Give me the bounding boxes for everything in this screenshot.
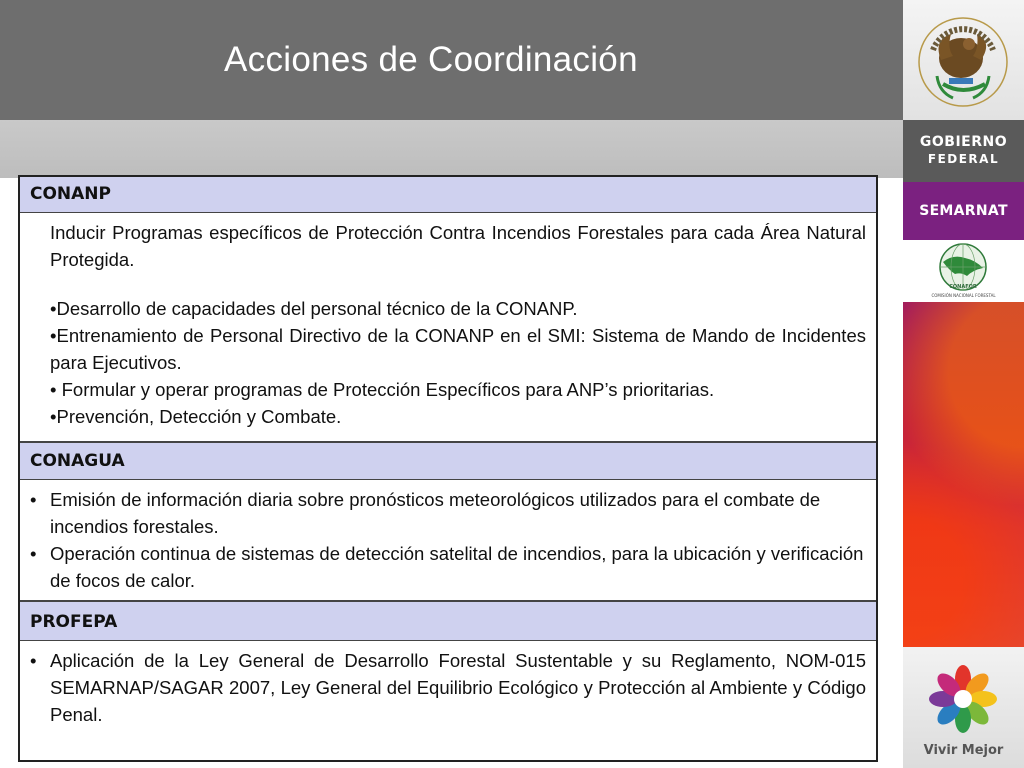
federal-text: FEDERAL (927, 152, 1000, 166)
decorative-gradient (903, 302, 1024, 647)
bullet-icon: • (30, 650, 37, 671)
profepa-section (20, 641, 876, 760)
conagua-item-2: Operación continua de sistemas de detección satelital de incendios, para la ubicación y verificación de focos de calor. (50, 543, 864, 591)
conagua-item-1: Emisión de información diaria sobre pronósticos meteorológicos utilizados para el combate de incendios forestales. (50, 489, 821, 537)
conanp-item-4: •Prevención, Detección y Combate. (50, 406, 342, 427)
conafor-text: CONAFOR (949, 284, 977, 290)
conanp-intro: Inducir Programas específicos de Protección Contra Incendios Forestales para cada Área Natural Protegida. (50, 222, 866, 270)
conagua-section (20, 480, 876, 601)
gobierno-text: GOBIERNO (919, 134, 1008, 150)
conafor-logo (903, 240, 1024, 302)
vivir-mejor-flower-icon (903, 647, 1024, 739)
conagua-item (20, 540, 866, 594)
conanp-section (20, 213, 876, 442)
conafor-globe-icon (903, 240, 1024, 294)
title-bar (0, 0, 903, 120)
vivir-mejor-text: Vivir Mejor (923, 743, 1004, 758)
page-title: Acciones de Coordinación (224, 40, 638, 79)
national-seal (903, 0, 1024, 120)
profepa-header: PROFEPA (20, 601, 876, 641)
conafor-caption: COMISIÓN NACIONAL FORESTAL (931, 293, 996, 298)
conanp-item-1: •Desarrollo de capacidades del personal técnico de la CONANP. (50, 298, 578, 319)
eagle-seal-icon (903, 0, 1024, 120)
conanp-header: CONANP (20, 177, 876, 213)
brand-column (903, 0, 1024, 768)
conagua-header: CONAGUA (20, 442, 876, 480)
conanp-item-2: •Entrenamiento de Personal Directivo de la CONANP en el SMI: Sistema de Mando de Incidentes para Ejecutivos. (50, 325, 866, 373)
bullet-icon: • (30, 543, 37, 564)
bullet-icon: • (30, 489, 37, 510)
coordination-table (18, 175, 878, 762)
conanp-item-3: • Formular y operar programas de Protección Específicos para ANP’s prioritarias. (50, 379, 715, 400)
profepa-item (20, 647, 866, 728)
semarnat-label: SEMARNAT (903, 182, 1024, 240)
title-underband (0, 120, 903, 178)
gobierno-federal-label (903, 120, 1024, 182)
conagua-item (20, 486, 866, 540)
vivir-mejor-logo (903, 647, 1024, 768)
profepa-item-1: Aplicación de la Ley General de Desarrollo Forestal Sustentable y su Reglamento, NOM-015 SEMARNAP/SAGAR 2007, Ley General del Equilibrio Ecológico y Protección al Ambiente y Código Penal. (50, 650, 866, 725)
